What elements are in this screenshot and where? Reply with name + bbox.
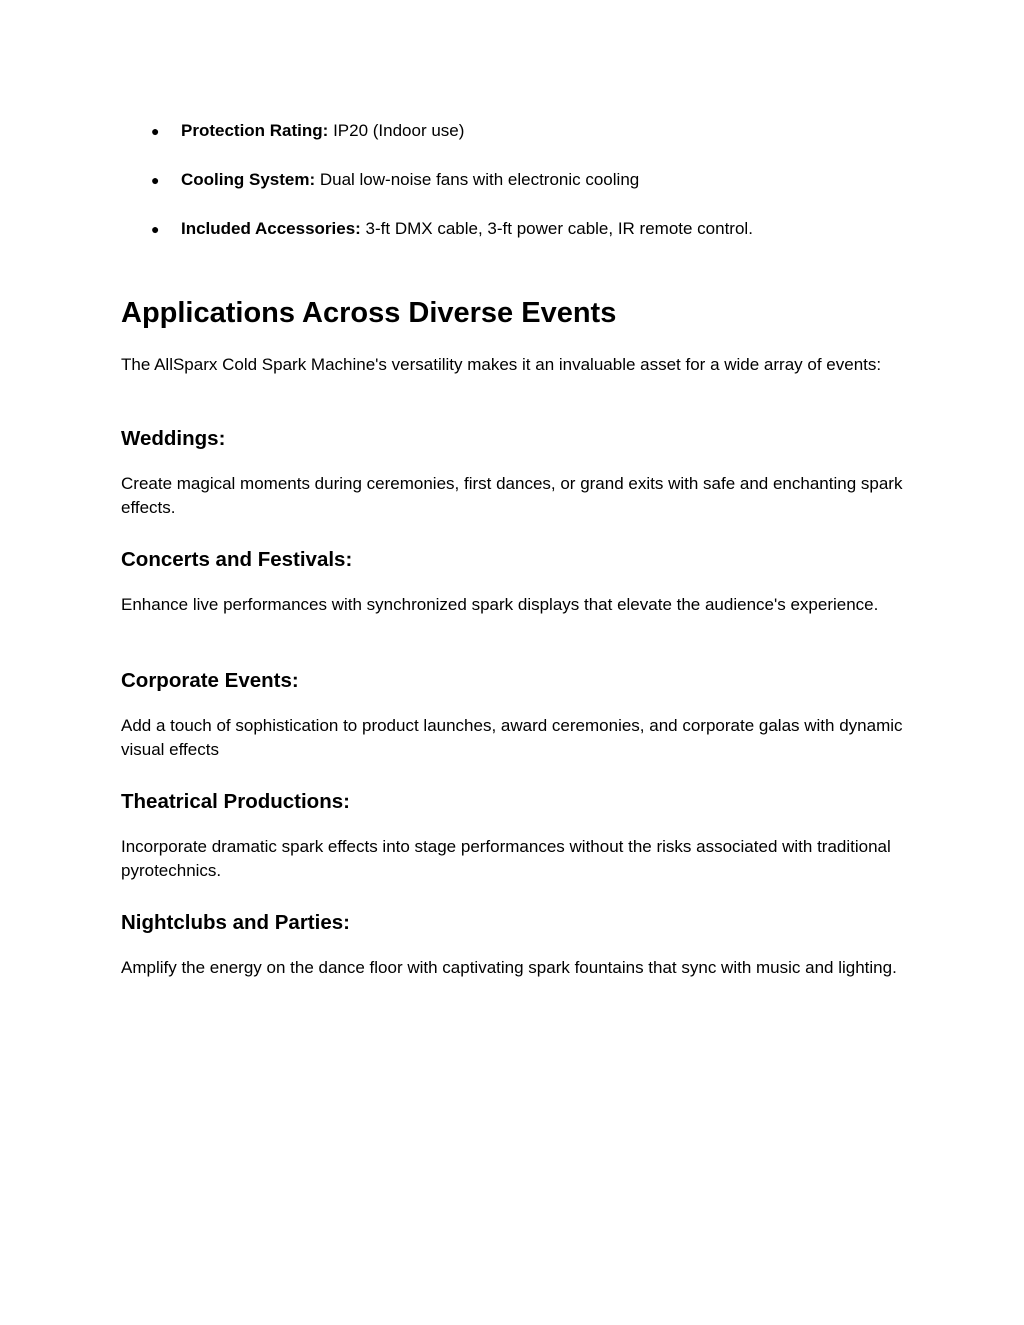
application-description: Amplify the energy on the dance floor with captivating spark fountains that sync with music and lighting. (121, 958, 897, 977)
spec-label: Cooling System: (181, 170, 316, 189)
application-description: Incorporate dramatic spark effects into stage performances without the risks associated with traditional pyrotechnics. (121, 837, 891, 880)
intro-paragraph: The AllSparx Cold Spark Machine's versatility makes it an invaluable asset for a wide array of events: (121, 355, 882, 374)
bullet-icon: ● (151, 221, 160, 237)
application-description: Create magical moments during ceremonies, first dances, or grand exits with safe and enchanting spark effects. (121, 474, 903, 517)
spec-item-included-accessories (121, 217, 911, 241)
application-heading: Weddings: (121, 427, 226, 450)
application-concerts-festivals (121, 546, 911, 617)
application-heading: Theatrical Productions: (121, 790, 350, 813)
application-corporate-events (121, 667, 911, 762)
bullet-icon: ● (151, 172, 160, 188)
application-description: Add a touch of sophistication to product launches, award ceremonies, and corporate galas with dynamic visual effects (121, 716, 903, 759)
spec-item-cooling-system (121, 168, 911, 192)
application-description: Enhance live performances with synchronized spark displays that elevate the audience's experience. (121, 595, 879, 614)
spec-value: IP20 (Indoor use) (328, 121, 465, 140)
spec-list (121, 119, 911, 266)
application-heading: Corporate Events: (121, 669, 299, 692)
section-title: Applications Across Diverse Events (121, 297, 617, 329)
application-heading: Nightclubs and Parties: (121, 911, 350, 934)
application-nightclubs-parties (121, 909, 911, 980)
spec-value: 3-ft DMX cable, 3-ft power cable, IR remote control. (360, 219, 753, 238)
application-heading: Concerts and Festivals: (121, 548, 353, 571)
spec-label: Included Accessories: (181, 219, 361, 238)
spec-item-protection-rating (121, 119, 911, 143)
spec-value: Dual low-noise fans with electronic cooling (315, 170, 640, 189)
spec-label: Protection Rating: (181, 121, 329, 140)
bullet-icon: ● (151, 123, 160, 139)
application-weddings (121, 425, 911, 520)
application-theatrical-productions (121, 788, 911, 883)
